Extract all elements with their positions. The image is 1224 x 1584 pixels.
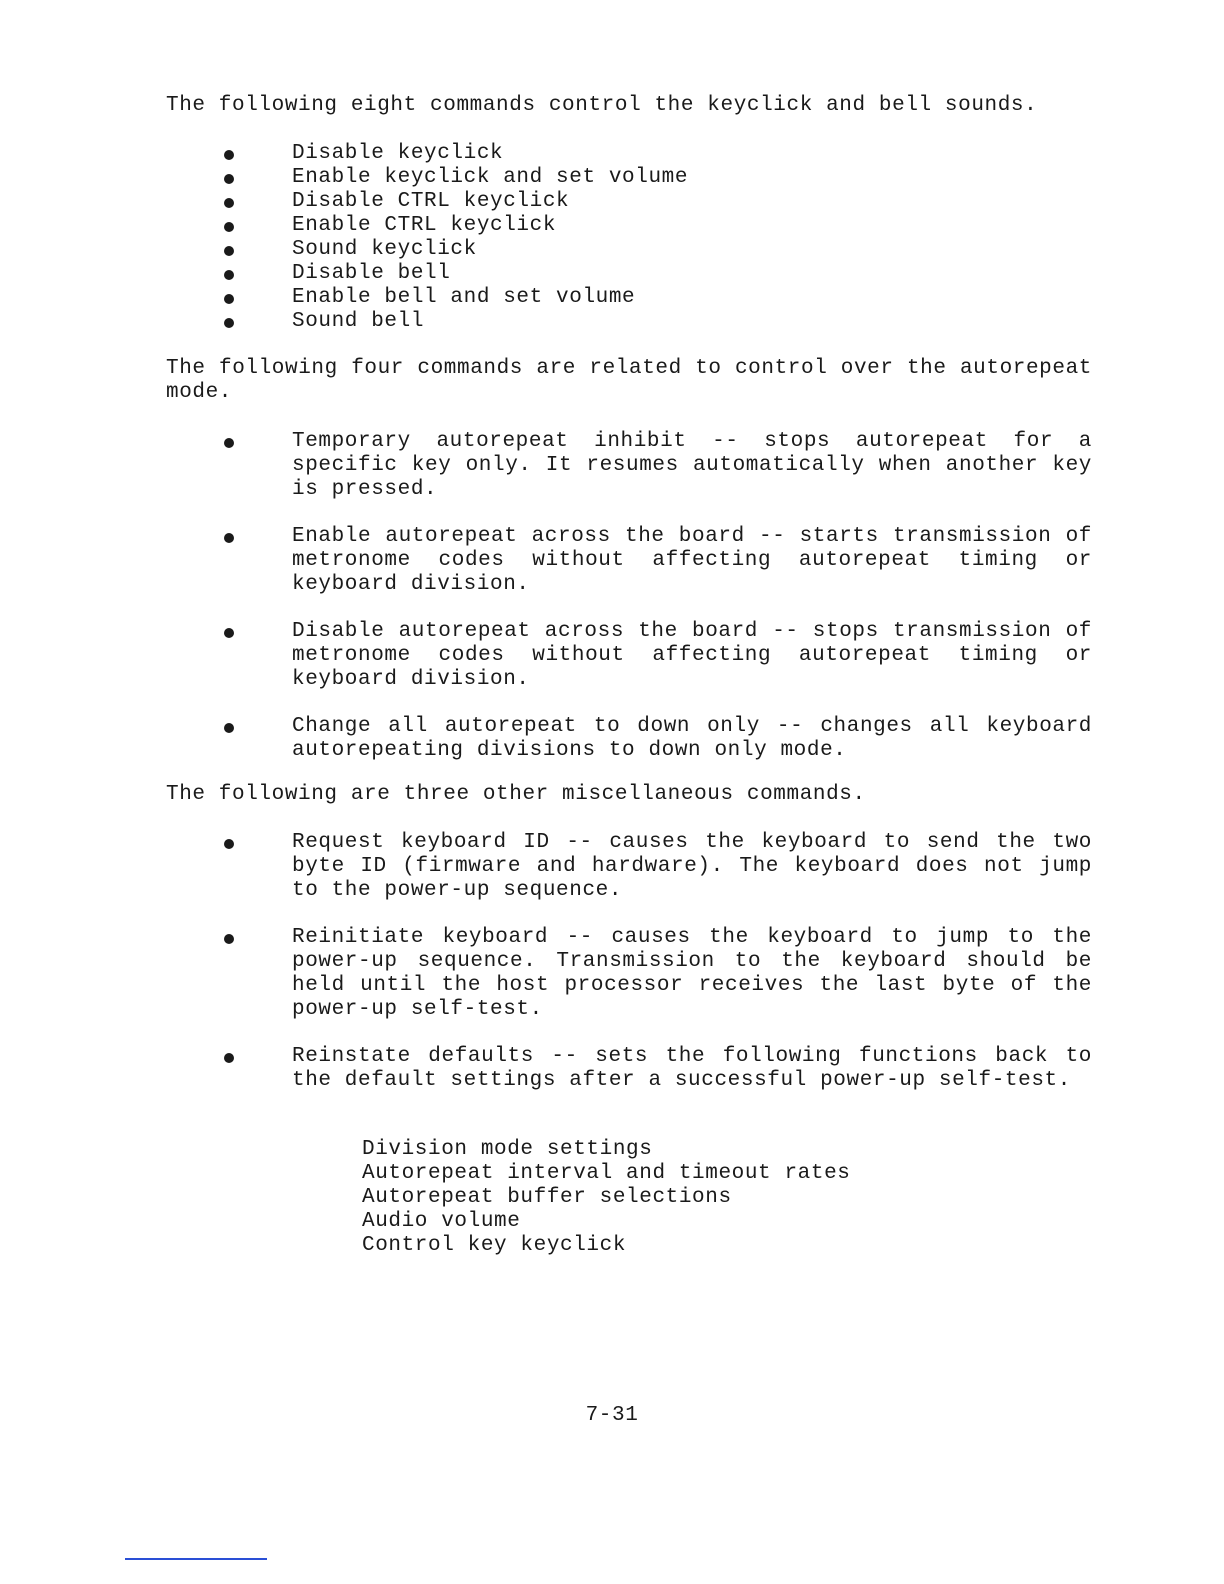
list-item xyxy=(220,926,1092,1022)
list-item-text: Enable CTRL keyclick xyxy=(292,214,557,237)
list-item-text: Sound keyclick xyxy=(292,238,477,261)
list-item-text: Disable CTRL keyclick xyxy=(292,190,570,213)
list-item xyxy=(220,831,1092,903)
autorepeat-command-list xyxy=(220,430,1100,763)
bullet-icon xyxy=(224,1053,234,1063)
bullet-icon xyxy=(224,150,234,160)
list-item-text: Disable keyclick xyxy=(292,142,504,165)
list-item xyxy=(220,262,1100,286)
bullet-icon xyxy=(224,294,234,304)
list-item xyxy=(220,1045,1092,1093)
list-item xyxy=(220,190,1100,214)
default-settings-list xyxy=(362,1138,962,1258)
list-item xyxy=(220,166,1100,190)
bullet-icon xyxy=(224,270,234,280)
list-item-text: Reinitiate keyboard -- causes the keyboard to jump to the power-up sequence. Transmission to the keyboard should be held until the host processor receives the last byte of the power-up self-test. xyxy=(292,926,1092,1021)
list-item-text: Enable keyclick and set volume xyxy=(292,166,689,189)
list-item xyxy=(220,715,1092,763)
list-item: Autorepeat buffer selections xyxy=(362,1186,732,1209)
bullet-icon xyxy=(224,839,234,849)
list-item xyxy=(220,430,1092,502)
bullet-icon xyxy=(224,628,234,638)
bullet-icon xyxy=(224,174,234,184)
list-item-text: Disable autorepeat across the board -- stops transmission of metronome codes without affecting autorepeat timing or keyboard division. xyxy=(292,620,1092,691)
list-item-text: Disable bell xyxy=(292,262,451,285)
intro-keyclick-paragraph: The following eight commands control the keyclick and bell sounds. xyxy=(166,94,1038,117)
list-item-text: Temporary autorepeat inhibit -- stops autorepeat for a specific key only. It resumes automatically when another key is pressed. xyxy=(292,430,1092,501)
bullet-icon xyxy=(224,438,234,448)
edge-line xyxy=(125,1558,267,1560)
list-item xyxy=(220,286,1100,310)
bullet-icon xyxy=(224,318,234,328)
list-item xyxy=(220,238,1100,262)
bullet-icon xyxy=(224,222,234,232)
list-item-text: Request keyboard ID -- causes the keyboard to send the two byte ID (firmware and hardware). The keyboard does not jump to the power-up sequence. xyxy=(292,831,1092,902)
bullet-icon xyxy=(224,533,234,543)
list-item-text: Enable bell and set volume xyxy=(292,286,636,309)
bullet-icon xyxy=(224,723,234,733)
bullet-icon xyxy=(224,198,234,208)
intro-autorepeat-paragraph: The following four commands are related to control over the autorepeat mode. xyxy=(166,357,1092,404)
list-item-text: Enable autorepeat across the board -- starts transmission of metronome codes without affecting autorepeat timing or keyboard division. xyxy=(292,525,1092,596)
page-number: 7-31 xyxy=(585,1404,639,1427)
list-item xyxy=(220,142,1100,166)
list-item: Control key keyclick xyxy=(362,1234,627,1257)
misc-command-list xyxy=(220,831,1100,1093)
list-item xyxy=(220,310,1100,334)
list-item-text: Sound bell xyxy=(292,310,425,333)
list-item-text: Change all autorepeat to down only -- changes all keyboard autorepeating divisions to down only mode. xyxy=(292,715,1092,762)
list-item xyxy=(220,620,1092,692)
intro-misc-paragraph: The following are three other miscellaneous commands. xyxy=(166,783,866,806)
bullet-icon xyxy=(224,246,234,256)
keyclick-command-list xyxy=(220,142,1100,334)
list-item xyxy=(220,214,1100,238)
list-item xyxy=(220,525,1092,597)
list-item: Autorepeat interval and timeout rates xyxy=(362,1162,851,1185)
list-item: Audio volume xyxy=(362,1210,521,1233)
list-item: Division mode settings xyxy=(362,1138,653,1161)
list-item-text: Reinstate defaults -- sets the following functions back to the default settings after a successful power-up self-test. xyxy=(292,1045,1092,1092)
bullet-icon xyxy=(224,934,234,944)
